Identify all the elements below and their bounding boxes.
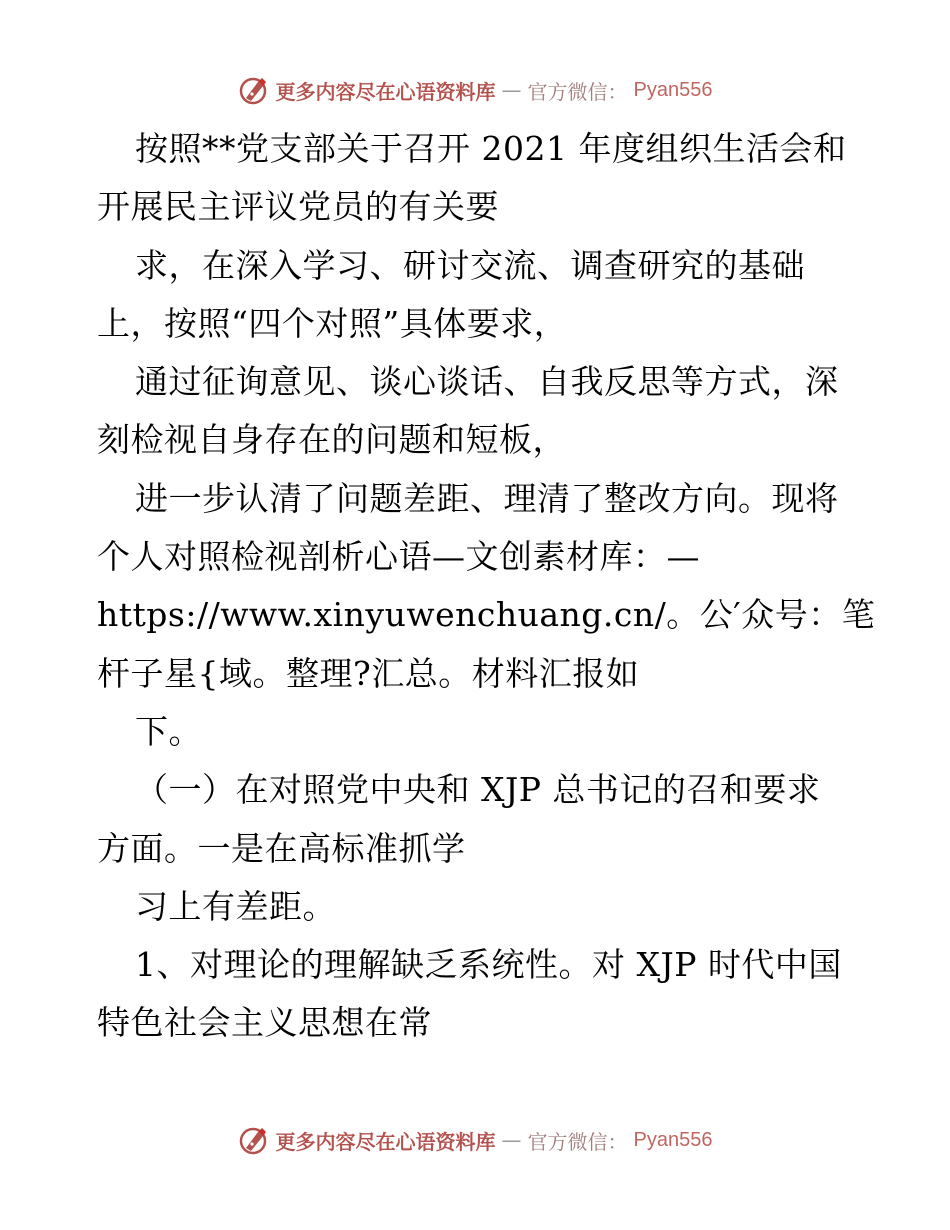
pen-nib-logo-icon (238, 1124, 270, 1156)
paragraph-line: 1、对理论的理解缺乏系统性。对 XJP 时代中国 (135, 945, 842, 985)
paragraph-line: 按照**党支部关于召开 2021 年度组织生活会和 (135, 129, 847, 168)
pen-nib-logo-icon (238, 74, 270, 106)
banner-wechat-id: Pyan556 (633, 1128, 713, 1151)
banner-wechat-label: 官方微信： (527, 1129, 628, 1154)
paragraph-line: 下。 (135, 711, 202, 751)
paragraph-line: 求，在深入学习、研讨交流、调查研究的基础 (135, 245, 805, 285)
paragraph-line: 个人对照检视剖析心语—文创素材库：— (97, 537, 700, 577)
banner-inner (238, 74, 713, 106)
paragraph-line: 进一步认清了问题差距、理清了整改方向。现将 (135, 478, 839, 518)
paragraph-line: 习上有差距。 (135, 886, 336, 926)
document-body (97, 120, 876, 1053)
paragraph-line: 杆子星{域。整理?汇总。材料汇报如 (97, 653, 640, 693)
paragraph-line: https://www.xinyuwenchuang.cn/。公′众号：笔 (97, 595, 876, 635)
banner-wechat-label: 官方微信： (527, 79, 628, 104)
banner-brand-text: 更多内容尽在心语资料库 (275, 1129, 496, 1154)
banner-brand-text: 更多内容尽在心语资料库 (275, 79, 496, 104)
banner-dash: — (501, 78, 522, 102)
paragraph-line: 通过征询意见、谈心谈话、自我反思等方式，深 (135, 362, 839, 402)
paragraph-line: 刻检视自身存在的问题和短板， (97, 420, 566, 460)
paragraph-line: 上，按照“四个对照”具体要求， (97, 303, 568, 343)
paragraph-line: 特色社会主义思想在常 (97, 1003, 432, 1043)
banner-wechat-id: Pyan556 (633, 78, 713, 101)
header-watermark-banner (0, 70, 950, 110)
paragraph-line: 开展民主评议党员的有关要 (97, 187, 499, 227)
banner-dash: — (501, 1128, 522, 1152)
paragraph-line: （一）在对照党中央和 XJP 总书记的召和要求 (135, 770, 821, 810)
banner-inner (238, 1124, 713, 1156)
paragraph-line: 方面。一是在高标准抓学 (97, 828, 466, 868)
footer-watermark-banner (0, 1120, 950, 1160)
